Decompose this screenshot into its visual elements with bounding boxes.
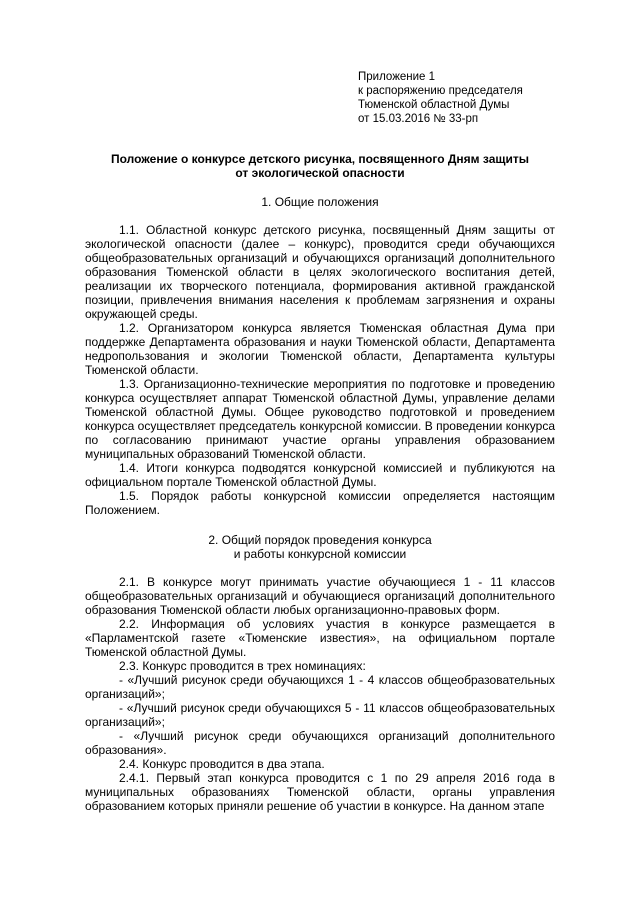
title-line-1: Положение о конкурсе детского рисунка, посвященного Дням защиты [111, 152, 529, 166]
section-2-heading-line-2: и работы конкурсной комиссии [233, 547, 407, 561]
section-2-heading [60, 533, 580, 561]
title-line-2: от экологической опасности [235, 166, 405, 180]
section-2-heading-line-1: 2. Общий порядок проведения конкурса [208, 533, 432, 547]
appendix-line-3: Тюменской областной Думы [358, 99, 510, 111]
paragraph-1-4: 1.4. Итоги конкурса подводятся конкурсной комиссией и публикуются на официальном портале Тюменской областной Думы. [85, 461, 555, 489]
section-2-body [85, 575, 555, 813]
paragraph-2-4-1: 2.4.1. Первый этап конкурса проводится с 1 по 29 апреля 2016 года в муниципальных образованиях Тюменской области, органы управления образованием которых приняли решение об участии в конкурсе. На данном этапе [85, 771, 555, 813]
nomination-3: - «Лучший рисунок среди обучающихся организаций дополнительного образования». [85, 729, 555, 757]
paragraph-1-5: 1.5. Порядок работы конкурсной комиссии определяется настоящим Положением. [85, 489, 555, 517]
appendix-line-1: Приложение 1 [358, 71, 436, 83]
appendix-header [358, 70, 523, 126]
document-title [60, 152, 580, 180]
paragraph-2-1: 2.1. В конкурсе могут принимать участие обучающиеся 1 - 11 классов общеобразовательных организаций и обучающиеся организаций дополнительного образования Тюменской области любых организационно-правовых форм. [85, 575, 555, 617]
nomination-2: - «Лучший рисунок среди обучающихся 5 - 11 классов общеобразовательных организаций»; [85, 701, 555, 729]
section-1-heading: 1. Общие положения [261, 195, 379, 209]
paragraph-2-4: 2.4. Конкурс проводится в два этапа. [119, 757, 325, 771]
appendix-line-2: к распоряжению председателя [358, 85, 523, 97]
nomination-1: - «Лучший рисунок среди обучающихся 1 - 4 классов общеобразовательных организаций»; [85, 673, 555, 701]
section-1-body [85, 223, 555, 517]
paragraph-1-3: 1.3. Организационно-технические мероприятия по подготовке и проведению конкурса осуществляет аппарат Тюменской областной Думы, управление делами Тюменской областной Думы. Общее руководство подготовкой и проведением конкурса осуществляет председатель конкурсной комиссии. В проведении конкурса по согласованию принимают участие органы управления образованием муниципальных образований Тюменской области. [85, 377, 555, 461]
paragraph-2-2: 2.2. Информация об условиях участия в конкурсе размещается в «Парламентской газете «Тюменские известия», на официальном портале Тюменской областной Думы. [85, 617, 555, 659]
paragraph-1-1: 1.1. Областной конкурс детского рисунка, посвященный Дням защиты от экологической опасности (далее – конкурс), проводится среди обучающихся общеобразовательных организаций и обучающихся организаций дополнительного образования Тюменской области в целях экологического воспитания детей, реализации их творческого потенциала, формирования активной гражданской позиции, привлечения внимания населения к проблемам загрязнения и охраны окружающей среды. [85, 223, 555, 321]
paragraph-2-3: 2.3. Конкурс проводится в трех номинациях: [119, 659, 366, 673]
paragraph-1-2: 1.2. Организатором конкурса является Тюменская областная Дума при поддержке Департамента образования и науки Тюменской области, Департамента недропользования и экологии Тюменской области, Департамента культуры Тюменской области. [85, 321, 555, 377]
appendix-line-4: от 15.03.2016 № 33-рп [358, 113, 479, 125]
